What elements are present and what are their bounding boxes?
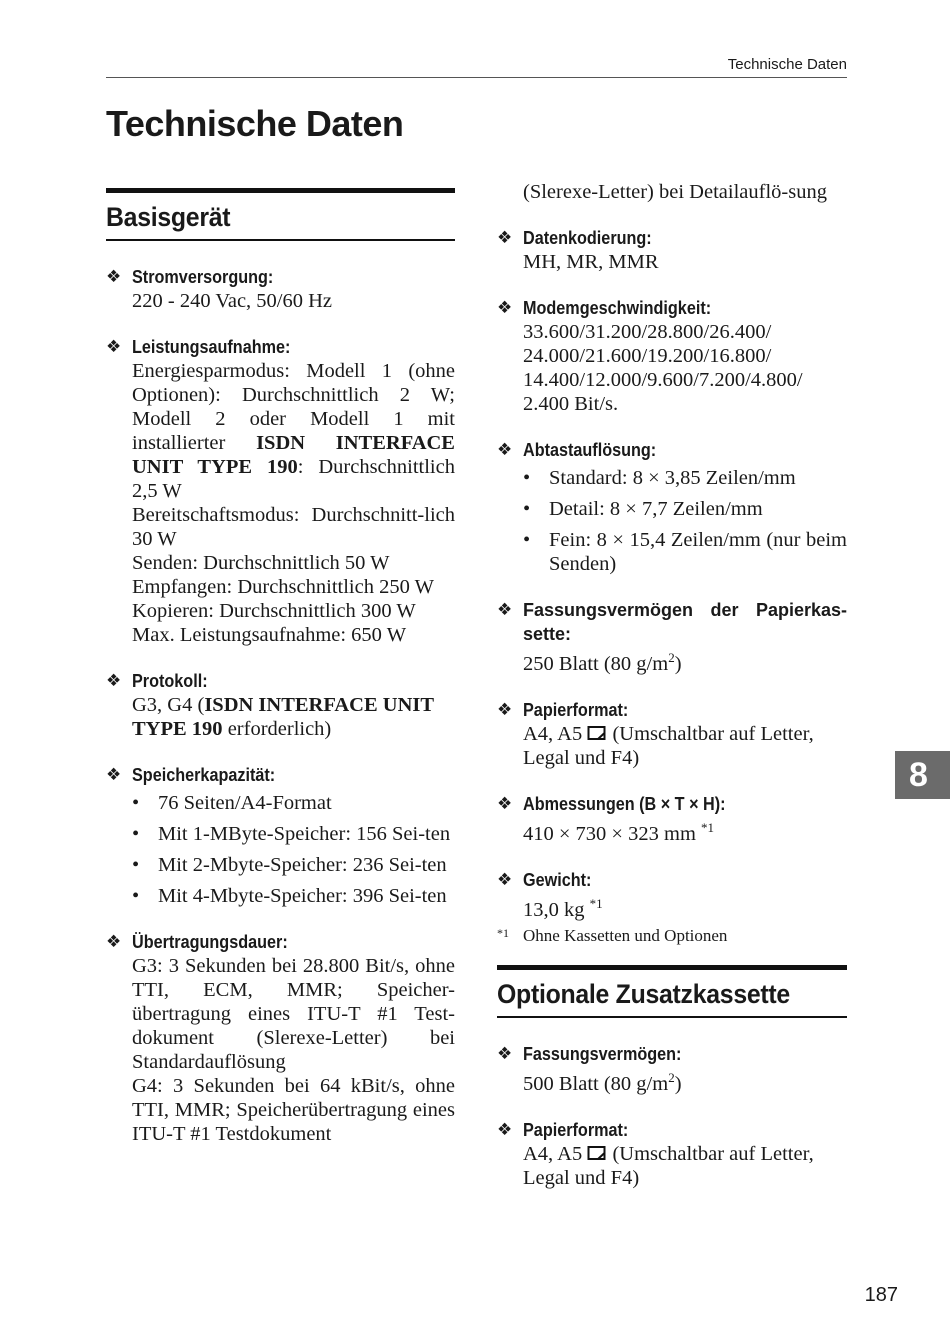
chapter-tab: 8 (895, 751, 950, 799)
product-name: ISDN INTERFACE UNIT TYPE 190 (132, 432, 455, 478)
spec-label: Papierformat: (523, 1120, 629, 1141)
bullet-list (497, 466, 847, 576)
spec-option-fassungsvermoegen (497, 1042, 847, 1096)
diamond-bullet-icon: ❖ (497, 699, 513, 719)
spec-label: Fassungsvermögen der Papierkas-sette: (523, 600, 847, 644)
spec-label: Abtastauflösung: (523, 440, 657, 460)
spec-leistungsaufnahme (106, 335, 455, 647)
list-item: • Fein: 8 × 15,4 Zeilen/mm (nur beim Senden) (523, 528, 847, 576)
diamond-bullet-icon: ❖ (497, 298, 513, 317)
spec-line: Empfangen: Durchschnittlich 250 W (132, 576, 434, 598)
section-heading-optionale-zusatzkassette: Optionale Zusatzkassette (497, 965, 847, 1018)
diamond-bullet-icon: ❖ (106, 337, 122, 356)
spec-protokoll (106, 669, 455, 741)
diamond-bullet-icon: ❖ (106, 671, 122, 690)
spec-value: 410 × 730 × 323 mm $^{*1}$ (523, 819, 715, 845)
product-name: ISDN INTERFACE UNIT TYPE 190 (132, 694, 434, 740)
list-item: • Standard: 8 × 3,85 Zeilen/mm (523, 466, 847, 490)
spec-label: Modemgeschwindigkeit: (523, 298, 712, 318)
diamond-bullet-icon: ❖ (497, 793, 513, 813)
spec-value: 13,0 kg $^{*1}$ (523, 895, 603, 921)
spec-label: Stromversorgung: (132, 267, 274, 287)
diamond-bullet-icon: ❖ (497, 440, 513, 459)
diamond-bullet-icon: ❖ (497, 1044, 513, 1064)
diamond-bullet-icon: ❖ (497, 600, 513, 619)
diamond-bullet-icon: ❖ (497, 1120, 513, 1140)
spec-label: Abmessungen (B × T × H): (523, 793, 726, 814)
landscape-paper-icon (587, 725, 607, 741)
spec-value: G3, G4 (ISDN INTERFACE UNIT TYPE 190 erforderlich) (132, 694, 434, 740)
list-item: • 76 Seiten/A4-Format (132, 791, 455, 815)
spec-value: 500 Blatt (80 $g/m^2$) (523, 1070, 682, 1096)
spec-label: Leistungsaufnahme: (132, 337, 291, 357)
spec-papierformat (497, 698, 847, 770)
spec-uebertragungsdauer (106, 930, 455, 1146)
spec-value: 250 Blatt (80 $g/m^2$) (523, 650, 682, 675)
spec-option-papierformat (497, 1118, 847, 1190)
spec-value: G4: 3 Sekunden bei 64 kBit/s, ohne TTI, MMR; Speicherübertragung eines ITU-T #1 Testdokument (132, 1075, 455, 1145)
spec-datenkodierung (497, 226, 847, 274)
list-item: • Mit 2-Mbyte-Speicher: 236 Sei-ten (132, 853, 455, 877)
spec-abmessungen (497, 792, 847, 846)
diamond-bullet-icon: ❖ (497, 228, 513, 247)
spec-value: Energiesparmodus: Modell 1 (ohne Optionen): Durchschnittlich 2 W; Modell 2 oder Modell 1 mit installierter ISDN INTERFACE UNIT TYPE 190: Durchschnittlich 2,5 W (132, 360, 455, 502)
spec-line: Max. Leistungsaufnahme: 650 W (132, 624, 407, 646)
spec-label: Übertragungsdauer: (132, 932, 288, 952)
diamond-bullet-icon: ❖ (497, 869, 513, 889)
landscape-paper-icon (587, 1145, 607, 1161)
spec-value: G3: 3 Sekunden bei 28.800 Bit/s, ohne TTI, ECM, MMR; Speicher-übertragung eines ITU-T #1 Test-dokument (Slerexe-Letter) bei Standardauflösung (132, 955, 455, 1073)
spec-label: Protokoll: (132, 671, 208, 691)
spec-modemgeschwindigkeit (497, 296, 847, 416)
diamond-bullet-icon: ❖ (106, 267, 122, 286)
list-item: • Mit 1-MByte-Speicher: 156 Sei-ten (132, 822, 455, 846)
spec-stromversorgung (106, 265, 455, 313)
spec-line: Senden: Durchschnittlich 50 W (132, 552, 390, 574)
header-divider (106, 77, 847, 78)
page-title: Technische Daten (106, 103, 404, 144)
spec-value: MH, MR, MMR (523, 251, 659, 273)
right-column (497, 180, 847, 1212)
diamond-bullet-icon: ❖ (106, 932, 122, 951)
continued-text: (Slerexe-Letter) bei Detailauflö-sung (523, 181, 827, 203)
diamond-bullet-icon: ❖ (106, 765, 122, 784)
footnote-ref: *1 (589, 895, 603, 911)
bullet-list (106, 791, 455, 908)
spec-value: A4, A5 (Umschaltbar auf Letter, Legal und F4) (523, 1143, 814, 1190)
spec-speicherkapazitaet (106, 763, 455, 908)
spec-gewicht (497, 868, 847, 948)
spec-line: Bereitschaftsmodus: Durchschnitt-lich 30 W (132, 504, 455, 550)
spec-value: 33.600/31.200/28.800/26.400/ 24.000/21.600/19.200/16.800/ 14.400/12.000/9.600/7.200/4.800/ 2.400 Bit/s. (523, 321, 803, 415)
spec-label: Speicherkapazität: (132, 765, 276, 785)
footnote: *1 Ohne Kassetten und Optionen (497, 926, 728, 946)
left-column (106, 188, 455, 1168)
spec-fassungsvermoegen (497, 598, 847, 676)
page-number: 187 (864, 1284, 898, 1306)
spec-line: Kopieren: Durchschnittlich 300 W (132, 600, 416, 622)
spec-label: Datenkodierung: (523, 228, 652, 248)
list-item: • Mit 4-Mbyte-Speicher: 396 Sei-ten (132, 884, 455, 908)
list-item: • Detail: 8 × 7,7 Zeilen/mm (523, 497, 847, 521)
spec-value: 220 - 240 Vac, 50/60 Hz (132, 290, 333, 312)
footnote-ref: *1 (701, 819, 715, 835)
section-heading-basisgeraet: Basisgerät (106, 188, 455, 241)
running-header: Technische Daten (727, 56, 847, 73)
spec-label: Gewicht: (523, 869, 592, 890)
spec-abtastaufloesung (497, 438, 847, 576)
spec-label: Papierformat: (523, 699, 629, 720)
spec-value: A4, A5 (Umschaltbar auf Letter, Legal und F4) (523, 722, 814, 769)
spec-label: Fassungsvermögen: (523, 1044, 682, 1065)
